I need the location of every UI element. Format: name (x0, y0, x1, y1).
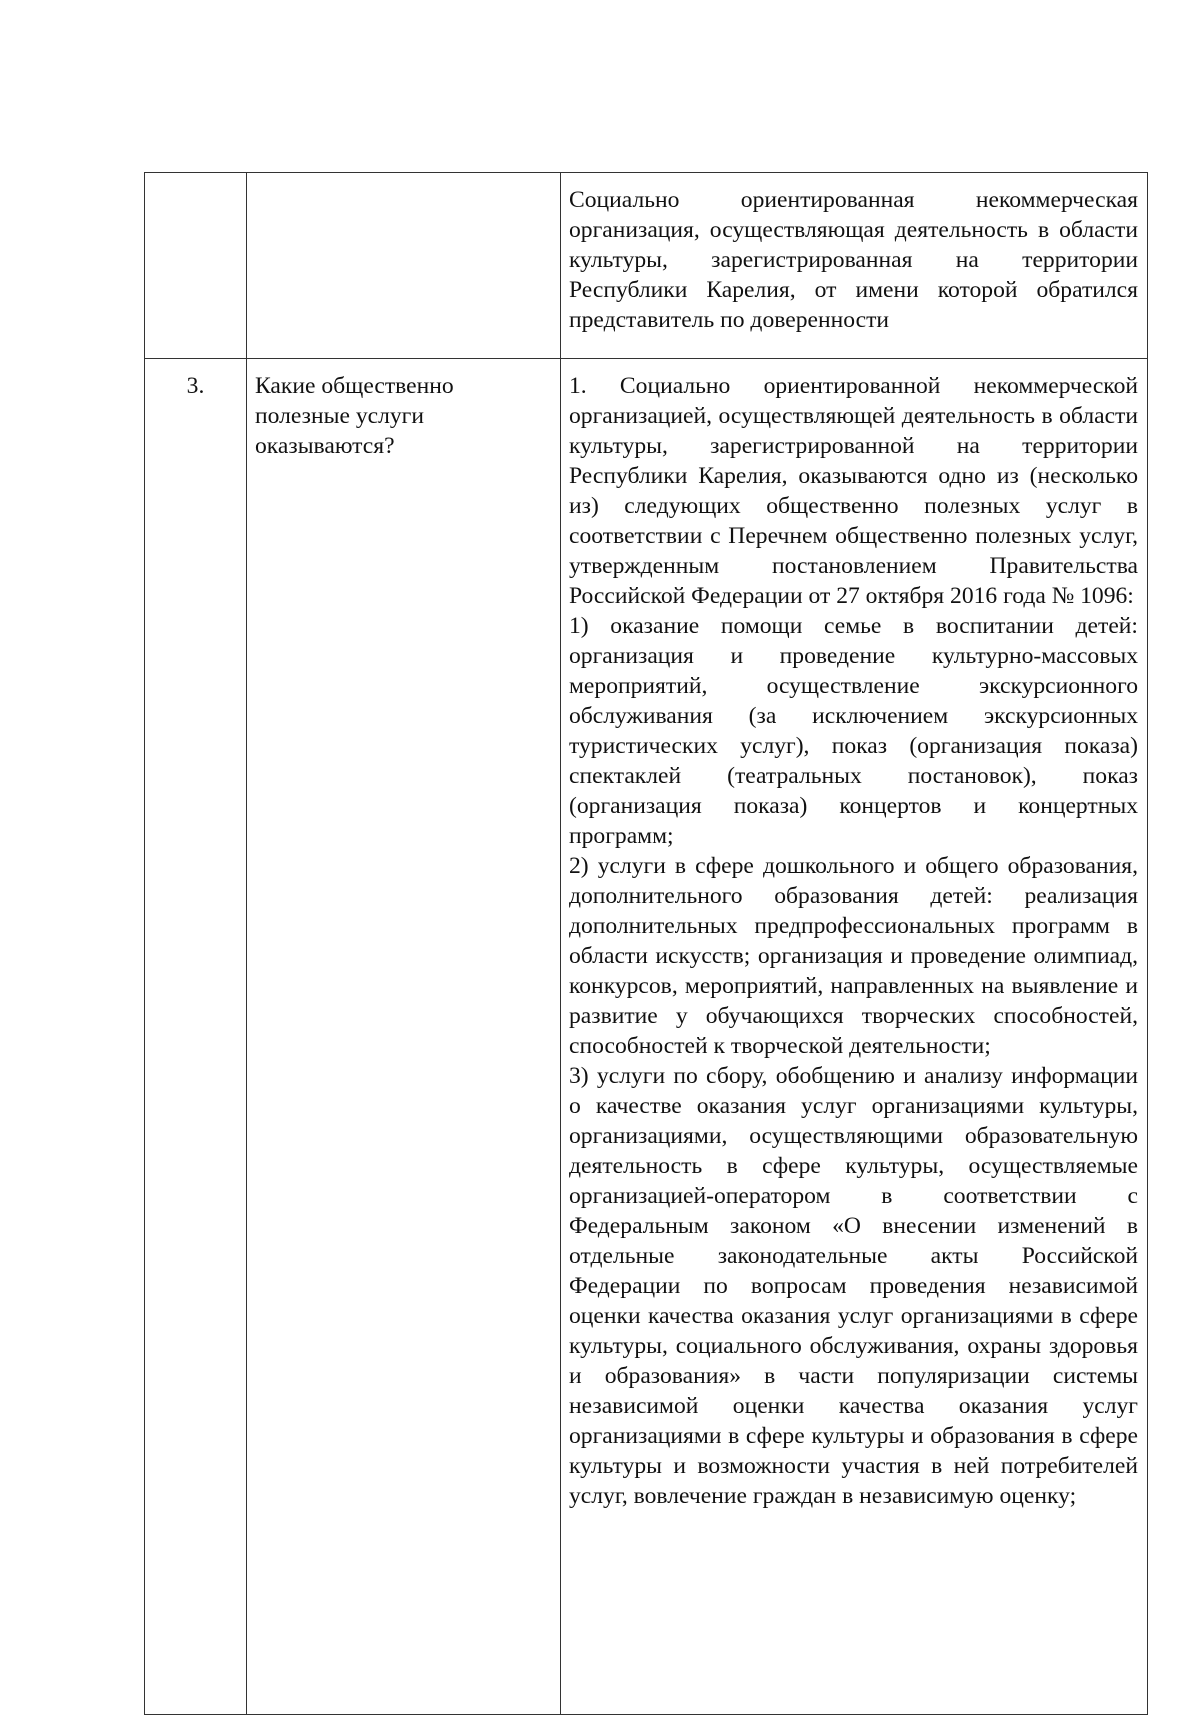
answer-paragraph: 1. Социально ориентированной некоммерческой организацией, осуществляющей деятельность в области культуры, зарегистрированной на территории Республики Карелия, оказываются одно из (несколько из) следующих общественно полезных услуг в соответствии с Перечнем общественно полезных услуг, утвержденным постановлением Правительства Российской Федерации от 27 октября 2016 года № 1096: (569, 373, 1138, 609)
answer-paragraph: Социально ориентированная некоммерческая организация, осуществляющая деятельность в области культуры, зарегистрированная на территории Республики Карелия, от имени которой обратился представитель по доверенности (569, 187, 1138, 333)
row-number: 3. (186, 373, 205, 399)
answer-cell (561, 173, 1148, 359)
question-text: Какие общественно полезные услуги оказываются? (255, 373, 454, 459)
row-number-cell (145, 359, 247, 1715)
answer-paragraph: 2) услуги в сфере дошкольного и общего образования, дополнительного образования детей: реализация дополнительных предпрофессиональных программ в области искусств; организация и проведение олимпиад, конкурсов, мероприятий, направленных на выявление и развитие у обучающихся творческих способностей, способностей к творческой деятельности; (569, 853, 1138, 1059)
answer-paragraph: 3) услуги по сбору, обобщению и анализу информации о качестве оказания услуг организациями культуры, организациями, осуществляющими образовательную деятельность в сфере культуры, осуществляемые организацией-оператором в соответствии с Федеральным законом «О внесении изменений в отдельные законодательные акты Российской Федерации по вопросам проведения независимой оценки качества оказания услуг организациями в сфере культуры, социального обслуживания, охраны здоровья и образования» в части популяризации системы независимой оценки качества оказания услуг организациями в сфере культуры и образования в сфере культуры и возможности участия в ней потребителей услуг, вовлечение граждан в независимую оценку; (569, 1063, 1138, 1509)
question-cell (247, 173, 561, 359)
services-table (144, 172, 1148, 1715)
table-row (145, 173, 1148, 359)
answer-cell (561, 359, 1148, 1715)
question-cell (247, 359, 561, 1715)
row-number-cell (145, 173, 247, 359)
table-row (145, 359, 1148, 1715)
answer-paragraph: 1) оказание помощи семье в воспитании детей: организация и проведение культурно-массовых мероприятий, осуществление экскурсионного обслуживания (за исключением экскурсионных туристических услуг), показ (организация показа) спектаклей (театральных постановок), показ (организация показа) концертов и концертных программ; (569, 613, 1138, 849)
